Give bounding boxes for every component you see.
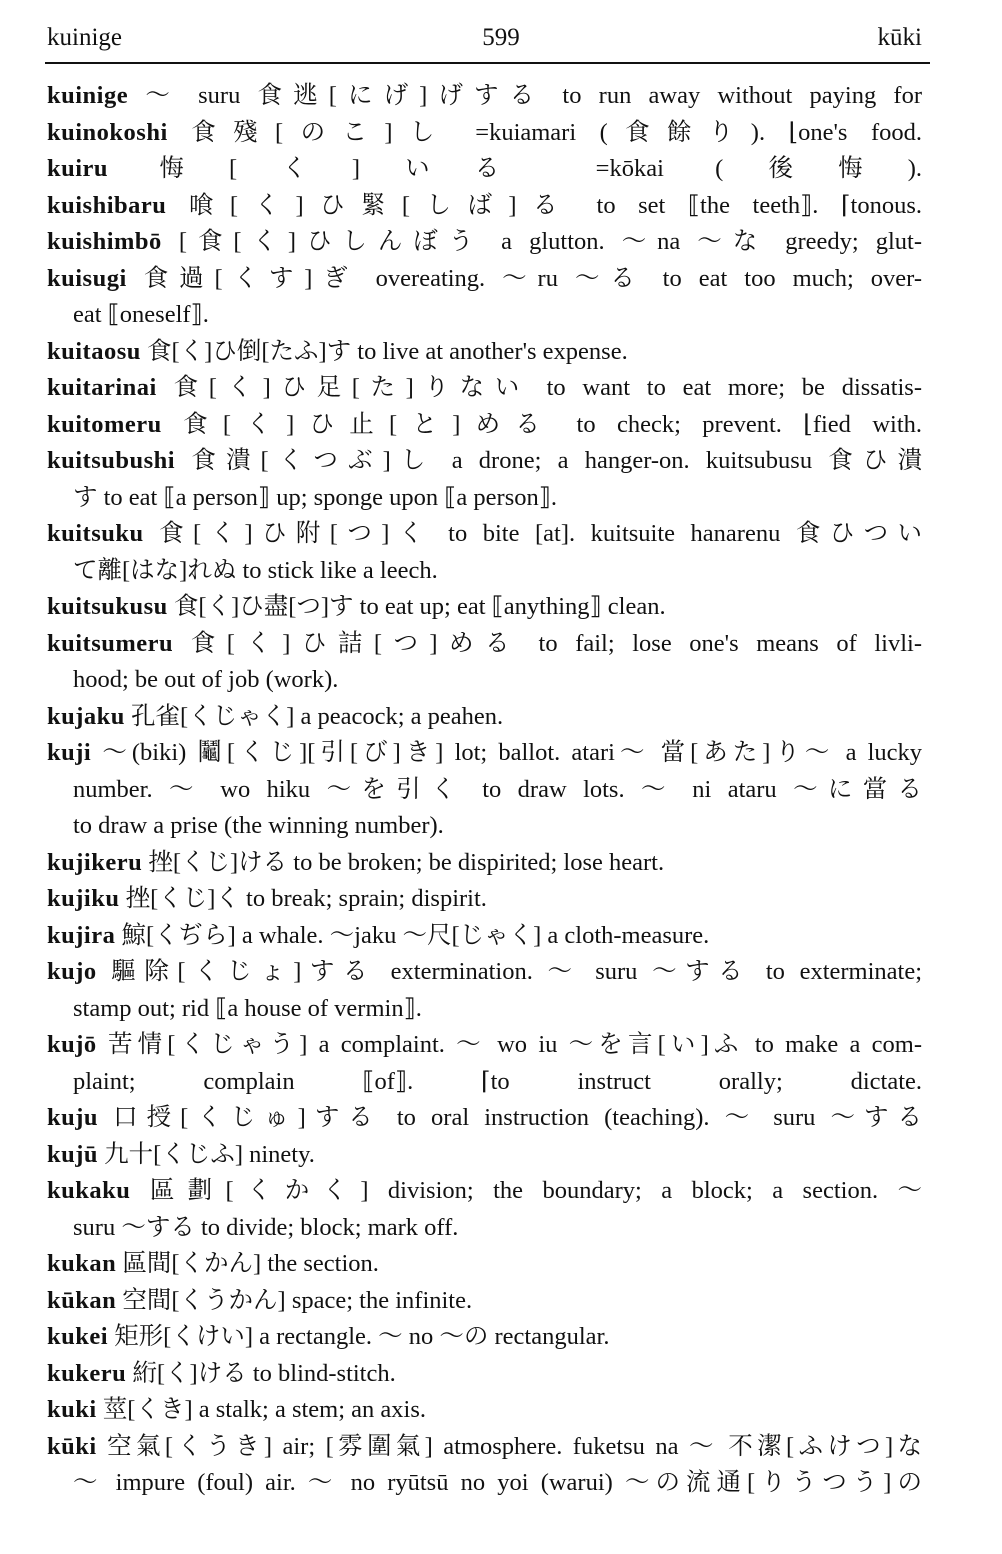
definition-text: 區間[くかん] the section. — [122, 1250, 379, 1277]
definition-text: eat ⟦oneself⟧. — [73, 301, 209, 328]
headword: kukei — [47, 1323, 109, 1350]
headword: kuinige — [47, 82, 129, 109]
headword: kūki — [47, 1432, 97, 1460]
headword: kujū — [47, 1140, 99, 1168]
dictionary-entry — [47, 1100, 922, 1136]
dictionary-entry — [47, 78, 922, 114]
definition-text: plaint; complain ⟦of⟧. ⌈to instruct orally; dictate. — [73, 1067, 922, 1095]
dictionary-entry — [47, 735, 922, 771]
dictionary-entry — [47, 1027, 922, 1063]
headword: kuji — [47, 739, 92, 766]
dictionary-entry — [47, 1246, 922, 1282]
headword: kūkan — [47, 1286, 117, 1314]
headword: kuki — [47, 1396, 97, 1423]
headword: kuiru — [47, 155, 109, 182]
dictionary-entry — [47, 954, 922, 990]
dictionary-entry — [47, 699, 922, 735]
dictionary-entry — [47, 845, 922, 881]
dictionary-entry — [47, 407, 922, 443]
headword: kuju — [47, 1104, 99, 1131]
entry-continuation-line — [73, 297, 922, 333]
headword: kujiku — [47, 885, 120, 912]
entry-continuation-line — [73, 553, 922, 589]
dictionary-entry — [47, 370, 922, 406]
headword: kukan — [47, 1250, 117, 1277]
headword: kuinokoshi — [47, 118, 168, 146]
definition-text: 區劃[くかく] division; the boundary; a block; a section. ～ — [149, 1177, 922, 1204]
dictionary-entry — [47, 115, 922, 151]
dictionary-entry — [47, 626, 922, 662]
definition-text: 挫[くじ]く to break; sprain; dispirit. — [125, 885, 487, 912]
dictionary-entry — [47, 918, 922, 954]
definition-text: 食潰[くつぶ]し a drone; a hanger-on. kuitsubusu 食ひ潰 — [191, 447, 922, 474]
headword: kuitsubushi — [47, 447, 176, 474]
header-rule — [45, 62, 930, 64]
entry-continuation-line — [73, 662, 922, 698]
definition-text: 九十[くじふ] ninety. — [104, 1140, 315, 1168]
dictionary-entry — [47, 443, 922, 479]
headword: kuisugi — [47, 264, 127, 292]
definition-text: 矩形[くけい] a rectangle. ～ no ～の rectangular. — [114, 1323, 610, 1350]
dictionary-entry — [47, 516, 922, 552]
headword: kuitsuku — [47, 520, 144, 547]
definition-text: [食[く]ひしんぼう a glutton. ～na ～な greedy; glut- — [178, 228, 922, 255]
definition-text: 莖[くき] a stalk; a stem; an axis. — [102, 1396, 427, 1423]
definition-text: 食殘[のこ]し =kuiamari (食餘り). ⌊one's food. — [191, 118, 922, 146]
definition-text: 驅除[くじょ]する extermination. ～ suru ～する to exterminate; — [111, 958, 922, 985]
definition-text: す to eat ⟦a person⟧ up; sponge upon ⟦a person⟧. — [73, 483, 557, 511]
dictionary-entry — [47, 1319, 922, 1355]
dictionary-entry — [47, 1137, 922, 1173]
definition-text: 食[く]ひ附[つ]く to bite [at]. kuitsuite hanarenu 食ひつい — [159, 520, 922, 547]
headword: kuitsumeru — [47, 629, 174, 657]
dictionary-entry — [47, 1392, 922, 1428]
definition-text: 絎[く]ける to blind-stitch. — [132, 1359, 396, 1387]
definition-text: 口授[くじゅ]する to oral instruction (teaching). ～ suru ～する — [113, 1104, 922, 1131]
definition-text: 食[く]ひ止[と]める to check; prevent. ⌊fied with. — [183, 410, 922, 438]
headword: kujō — [47, 1031, 97, 1058]
headword: kujira — [47, 921, 116, 949]
headword: kuitsukusu — [47, 593, 168, 620]
entry-continuation-line — [73, 808, 922, 844]
headword: kuitaosu — [47, 337, 141, 365]
headword: kuitomeru — [47, 410, 162, 438]
dictionary-entry — [47, 1429, 922, 1465]
definition-text: 喰[く]ひ緊[しば]る to set ⟦the teeth⟧. ⌈tonous. — [188, 191, 922, 219]
definition-text: ～(biki) 鬮[くじ][引[び]き] lot; ballot. atari～ 當[あた]り～ a lucky — [102, 739, 922, 766]
definition-text: 苦情[くじゃう] a complaint. ～ wo iu ～を言[い]ふ to make a com- — [107, 1031, 922, 1058]
dictionary-entry — [47, 1173, 922, 1209]
entry-continuation-line — [73, 991, 922, 1027]
dictionary-entry — [47, 1356, 922, 1392]
definition-text: ～ impure (foul) air. ～ no ryūtsū no yoi (warui) ～の流通[りうつう]の — [73, 1469, 922, 1496]
definition-text: 悔[く]いる =kōkai (後悔). — [159, 155, 922, 182]
entry-continuation-line — [73, 1465, 922, 1501]
running-head-left: kuinige — [47, 24, 122, 51]
definition-text: stamp out; rid ⟦a house of vermin⟧. — [73, 994, 422, 1022]
entry-continuation-line — [73, 480, 922, 516]
headword: kujo — [47, 958, 97, 985]
definition-text: to draw a prise (the winning number). — [73, 812, 444, 839]
definition-text: て離[はな]れぬ to stick like a leech. — [73, 556, 438, 584]
definition-text: 食[く]ひ足[た]りない to want to eat more; be dissatis- — [173, 374, 922, 401]
definition-text: hood; be out of job (work). — [73, 666, 339, 693]
dictionary-entry — [47, 188, 922, 224]
entry-continuation-line — [73, 1210, 922, 1246]
headword: kukaku — [47, 1177, 131, 1204]
definition-text: number. ～ wo hiku ～を引く to draw lots. ～ ni ataru ～に當る — [73, 775, 922, 803]
definition-text: 食[く]ひ倒[たふ]す to live at another's expense. — [147, 337, 628, 365]
headword: kujaku — [47, 702, 125, 730]
dictionary-entry — [47, 224, 922, 260]
headword: kujikeru — [47, 848, 143, 876]
dictionary-entry — [47, 261, 922, 297]
definition-text: 食[く]ひ盡[つ]す to eat up; eat ⟦anything⟧ clean. — [173, 593, 666, 620]
definition-text: 挫[くじ]ける to be broken; be dispirited; lose heart. — [148, 848, 665, 876]
headword: kuishibaru — [47, 191, 167, 219]
dictionary-entry — [47, 334, 922, 370]
definition-text: 空間[くうかん] space; the infinite. — [122, 1286, 473, 1314]
dictionary-entry — [47, 589, 922, 625]
dictionary-entry — [47, 1283, 922, 1319]
headword: kuitarinai — [47, 374, 157, 401]
definition-text: suru ～する to divide; block; mark off. — [73, 1213, 459, 1241]
definition-text: 孔雀[くじゃく] a peacock; a peahen. — [131, 702, 504, 730]
headword: kuishimbō — [47, 228, 162, 255]
dictionary-entry — [47, 881, 922, 917]
definition-text: ～ suru 食逃[にげ]げする to run away without paying for — [145, 82, 922, 109]
entry-continuation-line — [73, 772, 922, 808]
definition-text: 食過[くす]ぎ overeating. ～ru ～る to eat too much; over- — [143, 264, 922, 292]
page-number: 599 — [482, 24, 520, 51]
entry-continuation-line — [73, 1064, 922, 1100]
dictionary-entry — [47, 151, 922, 187]
definition-text: 鯨[くぢら] a whale. ～jaku ～尺[じゃく] a cloth-measure. — [121, 921, 710, 949]
running-head-right: kūki — [877, 24, 922, 51]
headword: kukeru — [47, 1359, 127, 1387]
definition-text: 食[く]ひ詰[つ]める to fail; lose one's means of livli- — [190, 629, 922, 657]
definition-text: 空氣[くうき] air; [雰圍氣] atmosphere. fuketsu na ～ 不潔[ふけつ]な — [107, 1432, 922, 1460]
